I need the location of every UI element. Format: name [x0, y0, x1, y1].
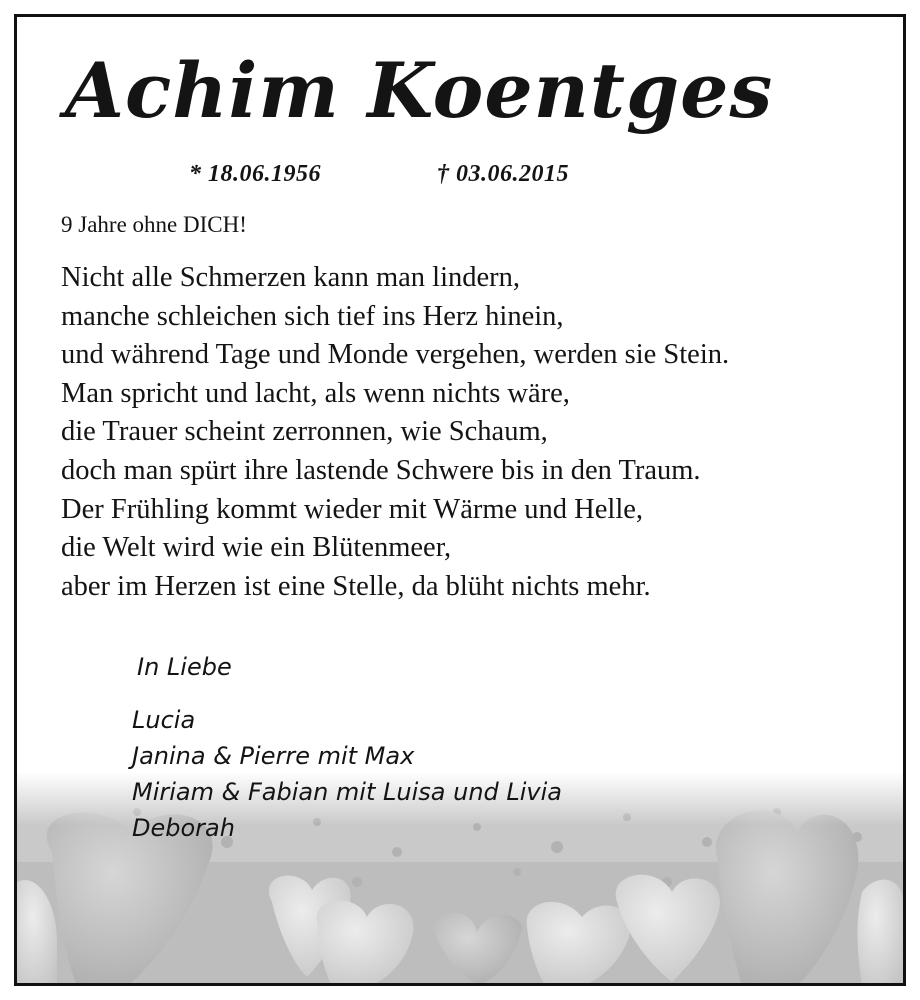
poem-line: doch man spürt ihre lastende Schwere bis in den Traum. [61, 454, 701, 486]
signoff: In Liebe [137, 653, 232, 681]
poem-line: Man spricht und lacht, als wenn nichts wäre, [61, 377, 570, 409]
poem-line: die Welt wird wie ein Blütenmeer, [61, 532, 452, 564]
obituary-card [14, 14, 906, 986]
poem-line: Der Frühling kommt wieder mit Wärme und Helle, [61, 493, 644, 525]
deceased-name: Achim Koentges [65, 46, 774, 135]
intro-line: 9 Jahre ohne DICH! [61, 212, 247, 237]
poem-line: aber im Herzen ist eine Stelle, da blüht nichts mehr. [61, 570, 651, 602]
poem-line: manche schleichen sich tief ins Herz hinein, [61, 300, 564, 332]
poem [61, 259, 729, 606]
family-member: Miriam & Fabian mit Luisa und Livia [132, 778, 563, 806]
family-member: Janina & Pierre mit Max [132, 742, 415, 770]
birth-date: * 18.06.1956 [189, 161, 321, 187]
family-member: Lucia [132, 706, 196, 734]
poem-line: und während Tage und Monde vergehen, werden sie Stein. [61, 339, 730, 371]
family-member: Deborah [132, 814, 235, 842]
poem-line: Nicht alle Schmerzen kann man lindern, [61, 262, 521, 293]
death-date: † 03.06.2015 [437, 161, 569, 187]
obituary-content [17, 17, 903, 983]
poem-line: die Trauer scheint zerronnen, wie Schaum, [61, 416, 548, 448]
family-signatures [132, 702, 562, 846]
